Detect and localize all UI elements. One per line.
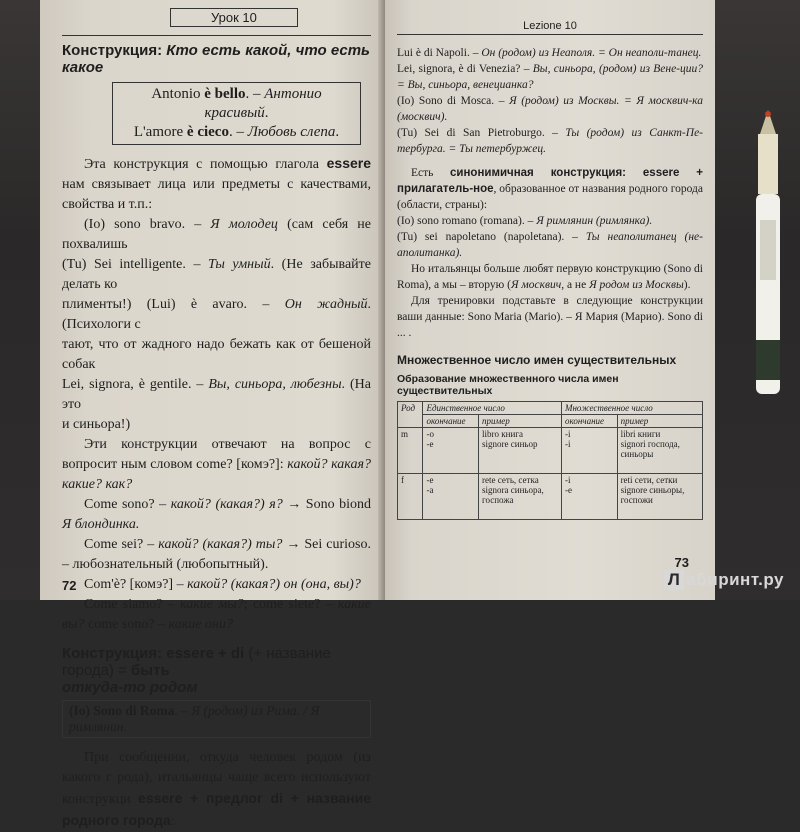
paragraph-preference: Но итальянцы больше любят первую конструкцию (Sono di Roma), а мы – вторую (Я москвич, а не Я родом из Москвы).	[397, 263, 703, 291]
page-number-right: 73	[674, 555, 689, 570]
table-cell: reti сети, сетки signore синьоры, госпожи	[617, 474, 702, 520]
table-cell: -i -i	[561, 428, 617, 474]
table-header: Множественное число	[561, 402, 702, 415]
right-page	[385, 0, 715, 600]
section-title-1: Конструкция: Кто есть какой, что есть какое	[62, 42, 370, 76]
paragraph-2: Эти конструкции отвечают на вопрос с вопросит ным словом come? [комэ?]: какой? какая? какие? как?	[62, 437, 372, 492]
example-line: (Io) sono romano (romana). – Я римлянин (римлянка).	[397, 215, 653, 227]
question-line: Com'è? [комэ?] – какой? (какая?) он (она, вы)?	[84, 577, 361, 592]
table-row	[398, 474, 703, 520]
example-line: (Tu) Sei di San Pietroburgo. – Ты (родом) из Санкт-Пе-тербурга. = Ты петербуржец.	[397, 127, 703, 155]
table-cell: -e -a	[423, 474, 479, 520]
left-page	[40, 0, 385, 829]
table-cell: -o -e	[423, 428, 479, 474]
table-subheader: окончание	[423, 415, 479, 428]
plural-table	[397, 401, 703, 520]
table-cell: libri книги signori господа, синьоры	[617, 428, 702, 474]
table-cell: libro книга signore синьор	[479, 428, 562, 474]
table-heading: Образование множественного числа имен существительных	[397, 373, 619, 397]
watermark: Л абиринт.ру	[664, 570, 784, 590]
table-row	[398, 428, 703, 474]
paragraph-synonym: Есть синонимичная конструкция: essere + прилагатель-ное, образованное от названия родного города (области, страны):	[397, 167, 704, 211]
example-line: Lei, signora, è di Venezia? – Вы, синьора, (родом) из Вене-ции? = Вы, синьора, венецианка?	[397, 63, 704, 91]
paragraph-1: Эта конструкция с помощью глагола essere нам связывает лица или предметы с качествами, свойства и т.п.:	[62, 155, 372, 212]
table-header: Род	[398, 402, 423, 428]
table-subheader: пример	[617, 415, 702, 428]
question-line: Come sono? – какой? (какая?) я? → Sono biond Я блондинка.	[62, 497, 371, 532]
table-subheader: окончание	[561, 415, 617, 428]
example-box-1: Antonio è bello. – Антонио красивый. L'amore è cieco. – Любовь слепа.	[112, 82, 361, 145]
watermark-logo: Л	[664, 570, 684, 590]
page-number-left: 72	[62, 578, 77, 593]
section-heading-plural: Множественное число имен существительных	[397, 353, 677, 367]
table-cell: f	[398, 474, 423, 520]
left-running-header: Урок 10	[170, 8, 298, 27]
table-cell: rete сеть, сетка signora синьора, госпожа	[479, 474, 562, 520]
paragraph-practice: Для тренировки подставьте в следующие конструкции ваши данные: Sono Maria (Mario). – Я Мария (Марио). Sono di ... .	[397, 295, 703, 339]
paragraph-3: При сообщении, откуда человек родом (из какого г рода), итальянцы чаще всего используют конструкци essere + предлог di + название родного города:	[62, 750, 372, 829]
header-rule	[62, 35, 371, 36]
example-line: плименты!) (Lui) è avaro. – Он жадный. (Психологи с	[62, 297, 371, 332]
question-line: Come sei? – какой? (какая?) ты? → Sei curioso. – любознательный (любопытный).	[62, 537, 371, 572]
example-box-2: (Io) Sono di Roma. – Я (родом) из Рима. / Я римлянин.	[62, 700, 371, 738]
table-header: Единственное число	[423, 402, 562, 415]
section-title-2: Конструкция: essere + di (+ название города) = быть откуда-то родом	[62, 645, 331, 696]
example-line: (Tu) Sei intelligente. – Ты умный. (Не забывайте делать ко	[62, 257, 371, 292]
example-line: Lei, signora, è gentile. – Вы, синьора, любезны. (На это	[62, 377, 371, 412]
table-cell: -i -e	[561, 474, 617, 520]
example-line: (Tu) sei napoletano (napoletana). – Ты неаполитанец (не-аполитанка).	[397, 231, 703, 259]
example-line: и синьора!)	[62, 417, 131, 432]
question-line: Come siamo? – какие мы?; come siete? – какие вы? come sono? – какие они?	[62, 597, 371, 632]
table-cell: m	[398, 428, 423, 474]
example-line: Lui è di Napoli. – Он (родом) из Неаполя. = Он неаполи-танец.	[397, 47, 702, 59]
example-line: (Io) sono bravo. – Я молодец (сам себя не похвалишь	[62, 217, 372, 252]
table-subheader: пример	[479, 415, 562, 428]
example-line: (Io) Sono di Mosca. – Я (родом) из Москвы. = Я москвич-ка (москвич).	[397, 95, 703, 123]
pen-image	[746, 110, 790, 410]
example-line: тают, что от жадного надо бежать как от бешеной собак	[62, 337, 371, 372]
right-running-header: Lezione 10	[397, 20, 703, 35]
